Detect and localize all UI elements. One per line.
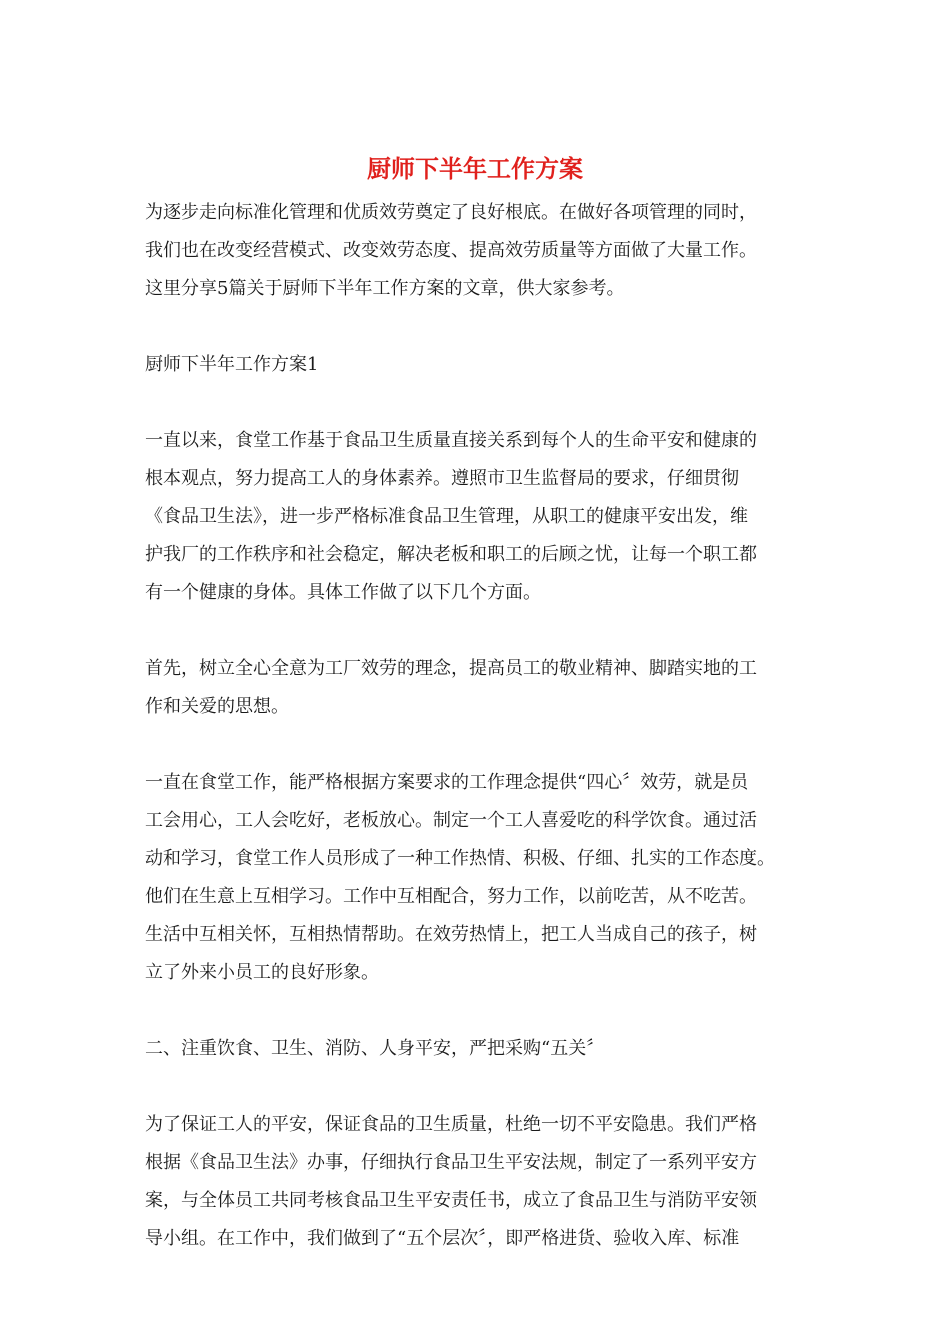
text-line: 一直以来，食堂工作基于食品卫生质量直接关系到每个人的生命平安和健康的 bbox=[145, 430, 757, 451]
text-line: 有一个健康的身体。具体工作做了以下几个方面。 bbox=[145, 582, 541, 603]
paragraph bbox=[145, 422, 809, 612]
text-line: 二、注重饮食、卫生、消防、人身平安，严把采购“五关〞 bbox=[145, 1038, 605, 1059]
paragraph bbox=[145, 1106, 809, 1258]
text-line: 立了外来小员工的良好形象。 bbox=[145, 962, 379, 983]
text-line: 生活中互相关怀，互相热情帮助。在效劳热情上，把工人当成自己的孩子，树 bbox=[145, 924, 757, 945]
text-line: 一直在食堂工作，能严格根据方案要求的工作理念提供“四心〞效劳，就是员 bbox=[145, 772, 749, 793]
document-body bbox=[145, 194, 809, 1296]
paragraph bbox=[145, 346, 809, 384]
text-line: 根据《食品卫生法》办事，仔细执行食品卫生平安法规，制定了一系列平安方 bbox=[145, 1152, 757, 1173]
text-line: 厨师下半年工作方案1 bbox=[145, 354, 319, 375]
text-line: 为逐步走向标准化管理和优质效劳奠定了良好根底。在做好各项管理的同时， bbox=[145, 202, 757, 223]
text-line: 他们在生意上互相学习。工作中互相配合，努力工作，以前吃苦，从不吃苦。 bbox=[145, 886, 757, 907]
text-line: 这里分享5篇关于厨师下半年工作方案的文章，供大家参考。 bbox=[145, 278, 625, 299]
paragraph bbox=[145, 194, 809, 308]
text-line: 作和关爱的思想。 bbox=[145, 696, 289, 717]
text-line: 工会用心，工人会吃好，老板放心。制定一个工人喜爱吃的科学饮食。通过活 bbox=[145, 810, 757, 831]
text-line: 为了保证工人的平安，保证食品的卫生质量，杜绝一切不平安隐患。我们严格 bbox=[145, 1114, 757, 1135]
text-line: 根本观点，努力提高工人的身体素养。遵照市卫生监督局的要求，仔细贯彻 bbox=[145, 468, 739, 489]
text-line: 《食品卫生法》，进一步严格标准食品卫生管理，从职工的健康平安出发，维 bbox=[145, 506, 748, 527]
text-line: 动和学习，食堂工作人员形成了一种工作热情、积极、仔细、扎实的工作态度。 bbox=[145, 848, 775, 869]
text-line: 我们也在改变经营模式、改变效劳态度、提高效劳质量等方面做了大量工作。 bbox=[145, 240, 757, 261]
text-line: 首先，树立全心全意为工厂效劳的理念，提高员工的敬业精神、脚踏实地的工 bbox=[145, 658, 757, 679]
text-line: 导小组。在工作中，我们做到了“五个层次〞，即严格进货、验收入库、标准 bbox=[145, 1228, 740, 1249]
document-title: 厨师下半年工作方案 bbox=[367, 154, 583, 183]
paragraph bbox=[145, 764, 809, 992]
paragraph bbox=[145, 1030, 809, 1068]
text-line: 案，与全体员工共同考核食品卫生平安责任书，成立了食品卫生与消防平安领 bbox=[145, 1190, 757, 1211]
text-line: 护我厂的工作秩序和社会稳定，解决老板和职工的后顾之忧，让每一个职工都 bbox=[145, 544, 757, 565]
paragraph bbox=[145, 650, 809, 726]
